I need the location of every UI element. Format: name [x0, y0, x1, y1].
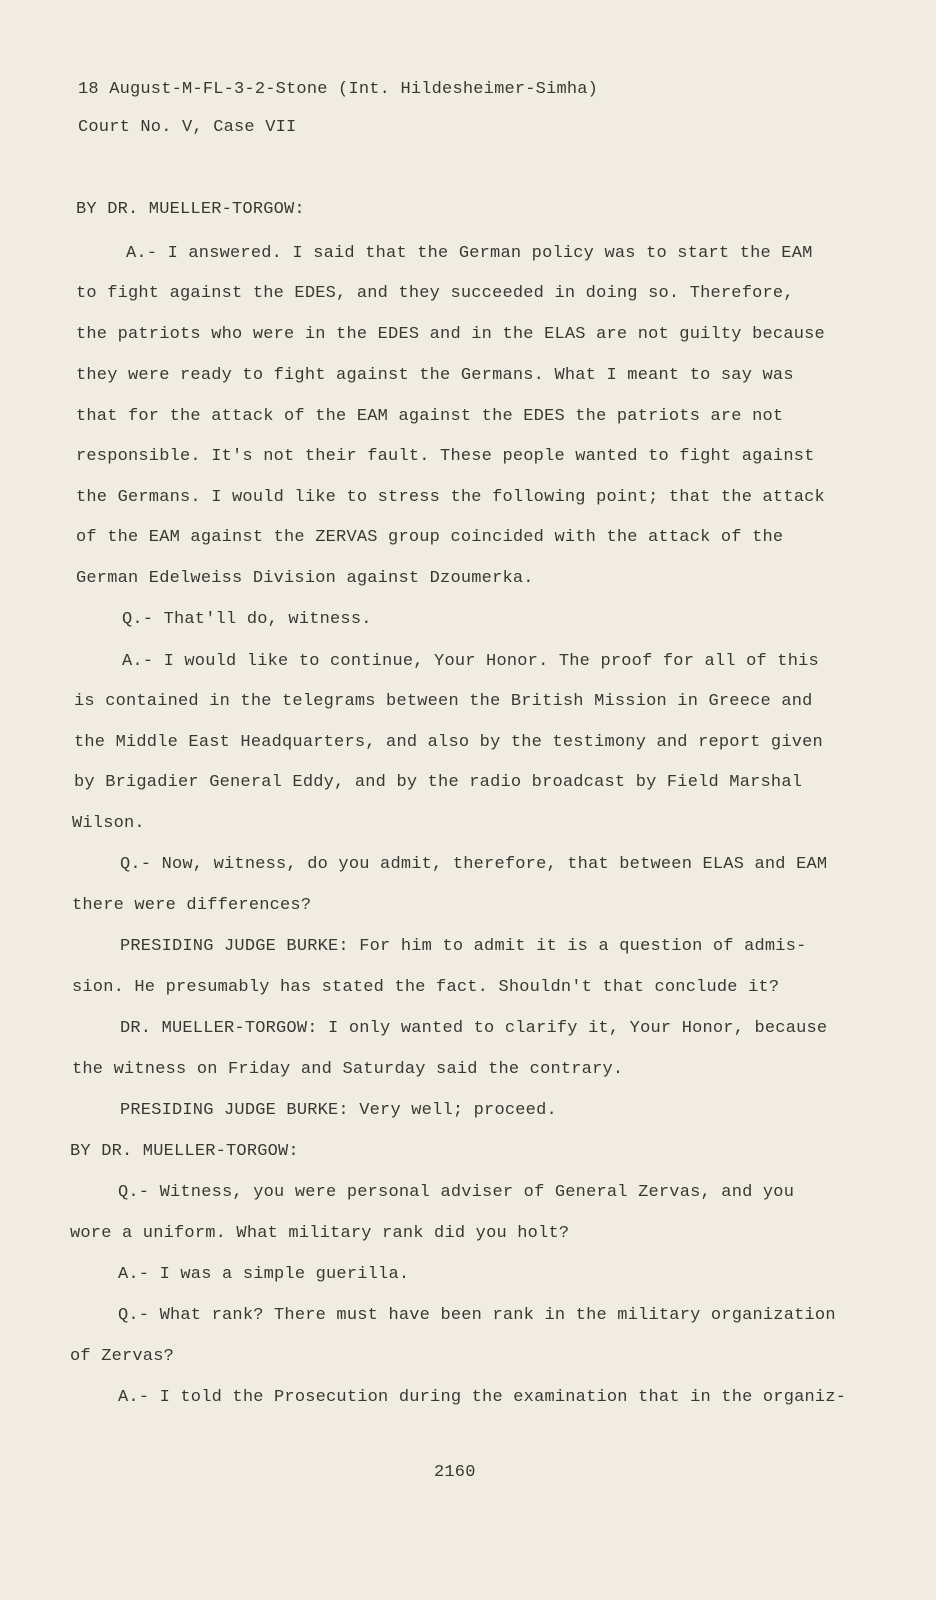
answer-line: by Brigadier General Eddy, and by the radio broadcast by Field Marshal: [74, 773, 803, 792]
judge-remark-line: PRESIDING JUDGE BURKE: For him to admit it is a question of admis-: [120, 937, 807, 956]
answer-line: A.- I told the Prosecution during the examination that in the organiz-: [118, 1388, 847, 1407]
judge-remark-line: sion. He presumably has stated the fact. Shouldn't that conclude it?: [72, 978, 780, 997]
judge-remark-line: PRESIDING JUDGE BURKE: Very well; proceed.: [120, 1101, 557, 1120]
counsel-remark-line: the witness on Friday and Saturday said the contrary.: [72, 1060, 624, 1079]
answer-line: to fight against the EDES, and they succeeded in doing so. Therefore,: [76, 284, 794, 303]
answer-line: the Middle East Headquarters, and also by the testimony and report given: [74, 733, 823, 752]
answer-line: Wilson.: [72, 814, 145, 833]
answer-line: responsible. It's not their fault. These people wanted to fight against: [76, 447, 815, 466]
answer-line: they were ready to fight against the Germans. What I meant to say was: [76, 366, 794, 385]
speaker-heading: BY DR. MUELLER-TORGOW:: [70, 1142, 299, 1161]
speaker-heading: BY DR. MUELLER-TORGOW:: [76, 200, 305, 219]
header-line-1: 18 August-M-FL-3-2-Stone (Int. Hildesheimer-Simha): [78, 80, 599, 99]
answer-line: A.- I answered. I said that the German policy was to start the EAM: [126, 244, 813, 263]
question-line: Q.- Now, witness, do you admit, therefore, that between ELAS and EAM: [120, 855, 828, 874]
question-line: Q.- That'll do, witness.: [122, 610, 372, 629]
answer-line: of the EAM against the ZERVAS group coincided with the attack of the: [76, 528, 784, 547]
question-line: Q.- Witness, you were personal adviser of General Zervas, and you: [118, 1183, 795, 1202]
answer-line: A.- I was a simple guerilla.: [118, 1265, 410, 1284]
question-line: wore a uniform. What military rank did you holt?: [70, 1224, 570, 1243]
answer-line: German Edelweiss Division against Dzoumerka.: [76, 569, 534, 588]
header-line-2: Court No. V, Case VII: [78, 118, 297, 137]
question-line: of Zervas?: [70, 1347, 175, 1366]
answer-line: A.- I would like to continue, Your Honor. The proof for all of this: [122, 652, 819, 671]
question-line: there were differences?: [72, 896, 312, 915]
answer-line: the patriots who were in the EDES and in the ELAS are not guilty because: [76, 325, 825, 344]
answer-line: that for the attack of the EAM against the EDES the patriots are not: [76, 407, 784, 426]
page-number: 2160: [434, 1463, 476, 1482]
question-line: Q.- What rank? There must have been rank in the military organization: [118, 1306, 836, 1325]
answer-line: the Germans. I would like to stress the following point; that the attack: [76, 488, 825, 507]
answer-line: is contained in the telegrams between the British Mission in Greece and: [74, 692, 813, 711]
counsel-remark-line: DR. MUELLER-TORGOW: I only wanted to clarify it, Your Honor, because: [120, 1019, 828, 1038]
